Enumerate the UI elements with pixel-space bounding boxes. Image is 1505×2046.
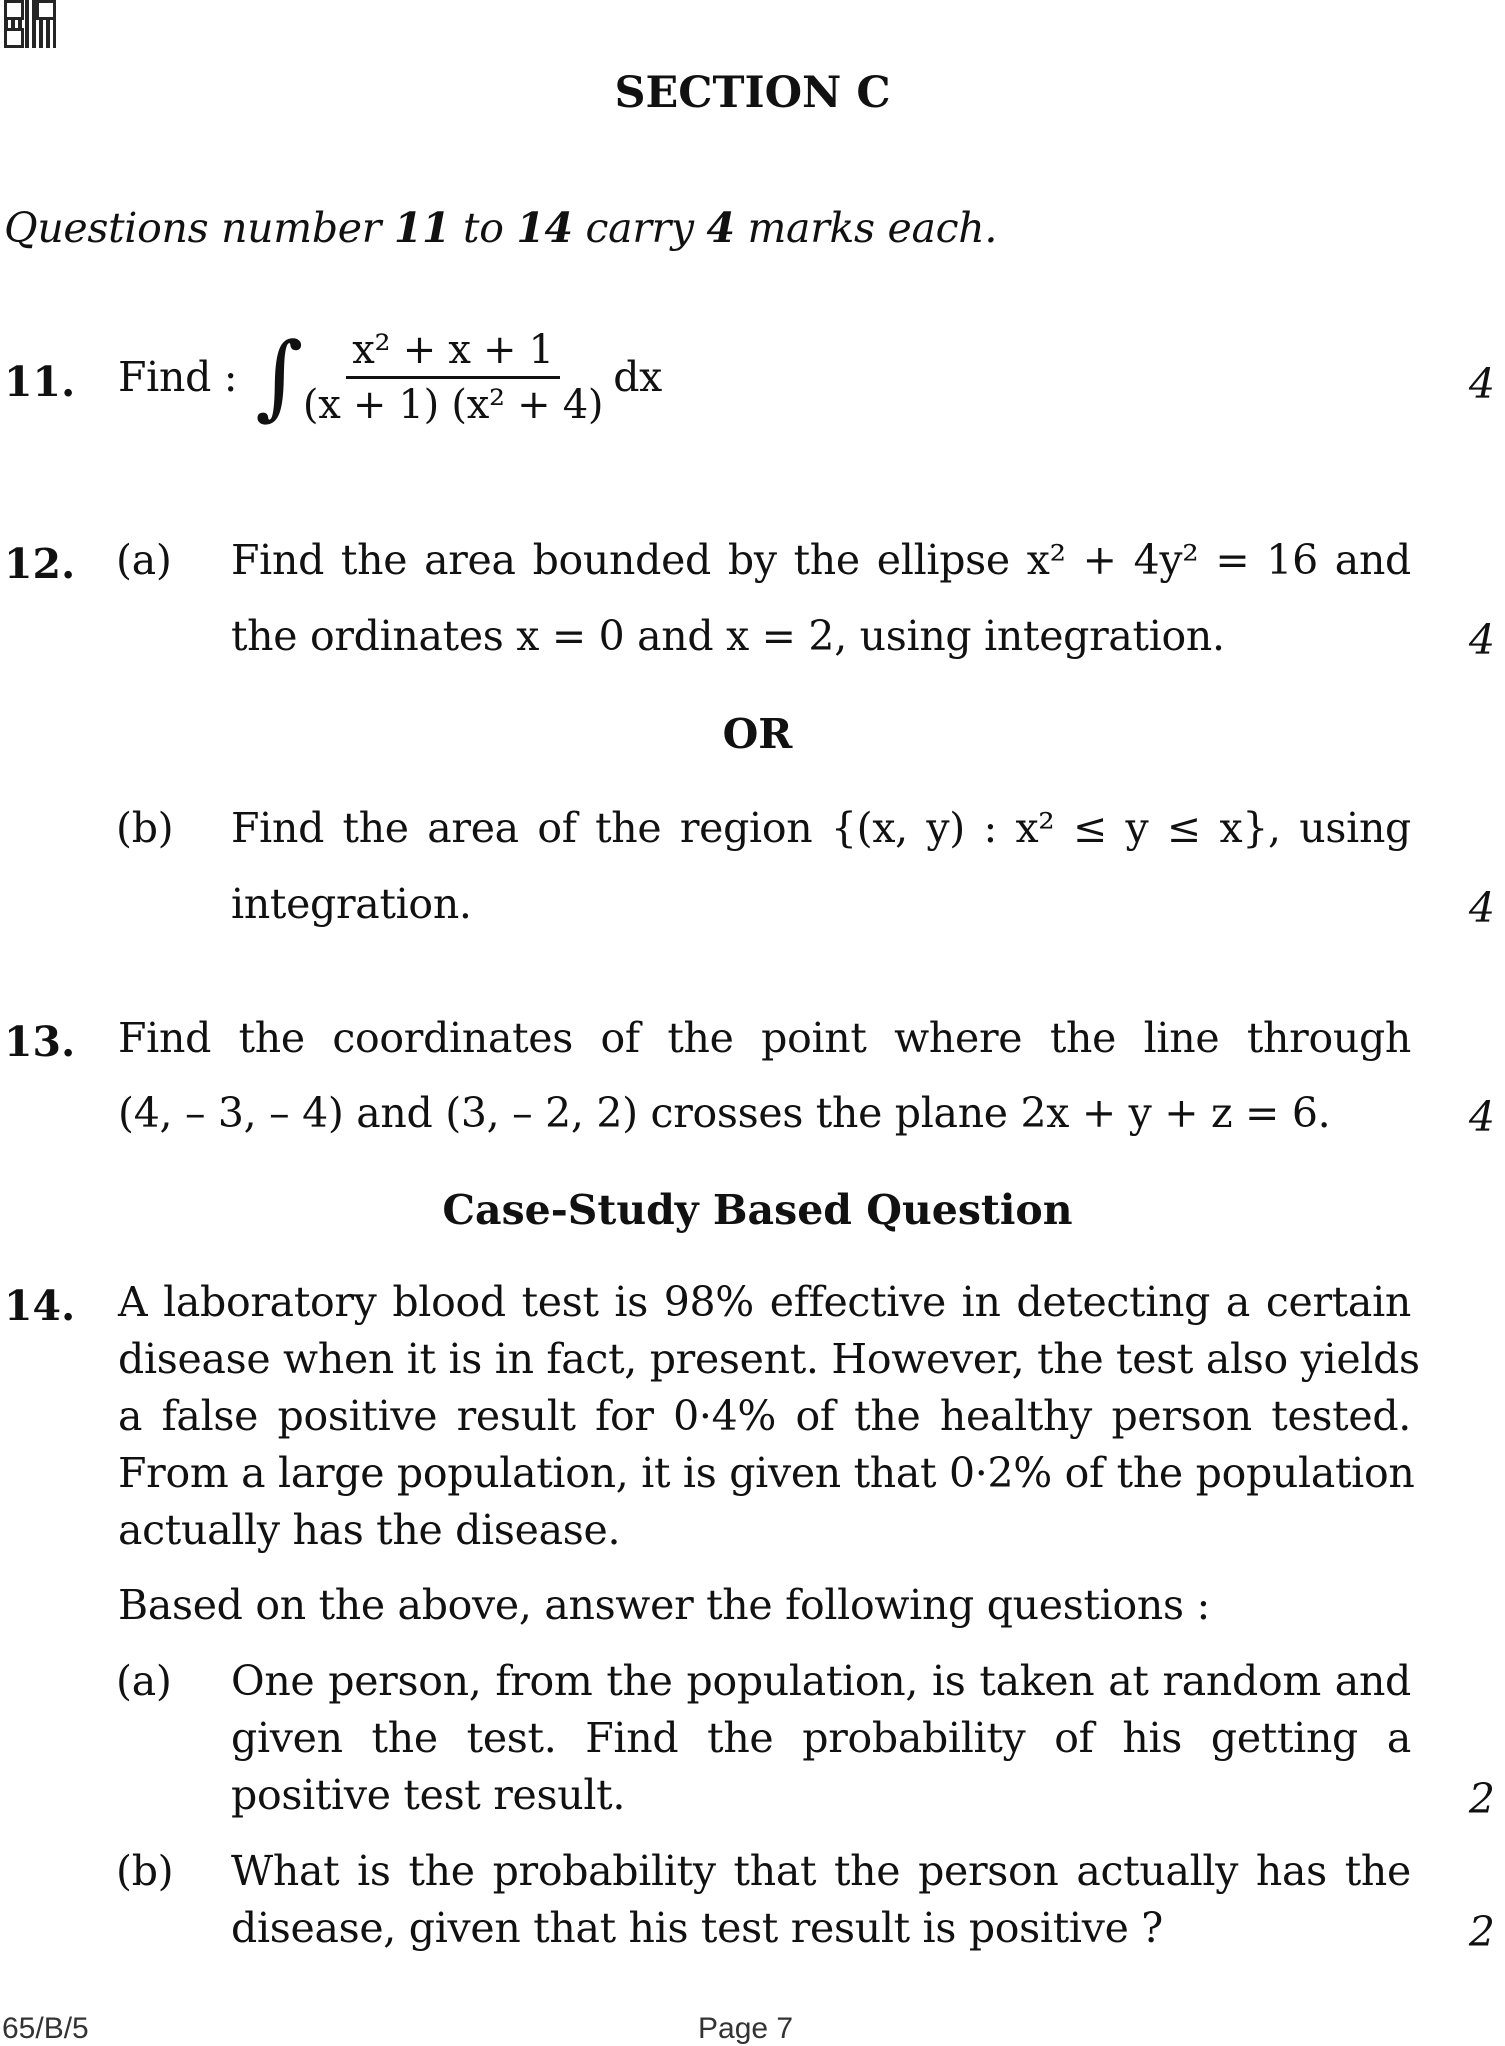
qr-finder-icon xyxy=(4,28,24,48)
question-number-13: 13. xyxy=(4,1018,76,1066)
qr-code-icon xyxy=(4,0,56,48)
q14a-line: positive test result. xyxy=(231,1771,626,1819)
q12a-line1: Find the area bounded by the ellipse x² + 4y² = 16 and xyxy=(231,536,1411,584)
integral-sign: ∫ xyxy=(255,323,303,430)
q11-numerator: x² + x + 1 xyxy=(346,330,560,379)
or-divider: OR xyxy=(722,710,793,758)
q14-paragraph-line: From a large population, it is given that 0·2% of the population xyxy=(118,1449,1415,1497)
q14b-line: What is the probability that the person actually has the xyxy=(231,1847,1411,1895)
q13-line2: (4, – 3, – 4) and (3, – 2, 2) crosses the plane 2x + y + z = 6. xyxy=(118,1089,1331,1137)
case-study-heading: Case-Study Based Question xyxy=(442,1186,1073,1234)
q11-fraction xyxy=(302,326,604,428)
section-title: SECTION C xyxy=(614,68,891,118)
q14-paragraph-line: disease when it is in fact, present. However, the test also yields xyxy=(118,1335,1420,1383)
instructions-text: carry xyxy=(572,204,707,252)
qr-finder-icon xyxy=(36,0,56,20)
q14b-marks: 2 xyxy=(1468,1908,1495,1956)
q14-paragraph-line: A laboratory blood test is 98% effective in detecting a certain xyxy=(118,1278,1411,1326)
instructions-text: marks each. xyxy=(734,204,998,252)
q14a-line: given the test. Find the probability of his getting a xyxy=(231,1714,1411,1762)
instructions-from: 11 xyxy=(393,204,451,252)
instructions-to: 14 xyxy=(516,204,573,252)
q12a-marks: 4 xyxy=(1468,616,1495,664)
q12b-label: (b) xyxy=(116,804,174,852)
q14b-line: disease, given that his test result is positive ? xyxy=(231,1904,1163,1952)
q14a-line: One person, from the population, is taken at random and xyxy=(231,1657,1411,1705)
q14b-label: (b) xyxy=(116,1847,174,1895)
question-number-14: 14. xyxy=(4,1282,76,1330)
q12b-marks: 4 xyxy=(1468,884,1495,932)
question-number-12: 12. xyxy=(4,540,76,588)
q11-marks: 4 xyxy=(1468,360,1495,408)
instructions-text: Questions number xyxy=(4,204,394,252)
q14-paragraph-line: actually has the disease. xyxy=(118,1506,621,1554)
q12a-line2: the ordinates x = 0 and x = 2, using integration. xyxy=(231,612,1225,660)
q11-prefix: Find : xyxy=(118,352,238,401)
q12a-label: (a) xyxy=(116,536,172,584)
question-number-11: 11. xyxy=(4,358,76,406)
q14-prompt: Based on the above, answer the following questions : xyxy=(118,1581,1210,1629)
section-instructions xyxy=(4,204,998,252)
q14-paragraph-line: a false positive result for 0·4% of the healthy person tested. xyxy=(118,1392,1411,1440)
instructions-text: to xyxy=(450,204,517,252)
instructions-marks: 4 xyxy=(706,204,735,252)
question-11-body xyxy=(118,312,662,442)
q11-dx: dx xyxy=(613,352,662,401)
q13-line1: Find the coordinates of the point where the line through xyxy=(118,1014,1411,1062)
page-number: Page 7 xyxy=(698,2012,794,2045)
q11-denominator: (x + 1) (x² + 4) xyxy=(302,381,604,428)
qr-finder-icon xyxy=(4,0,24,20)
q12b-line1: Find the area of the region {(x, y) : x² ≤ y ≤ x}, using xyxy=(231,804,1411,852)
q14a-label: (a) xyxy=(116,1657,172,1705)
q14a-marks: 2 xyxy=(1468,1775,1495,1823)
paper-code: 65/B/5 xyxy=(2,2012,89,2045)
q12b-line2: integration. xyxy=(231,880,472,928)
q13-marks: 4 xyxy=(1468,1093,1495,1141)
